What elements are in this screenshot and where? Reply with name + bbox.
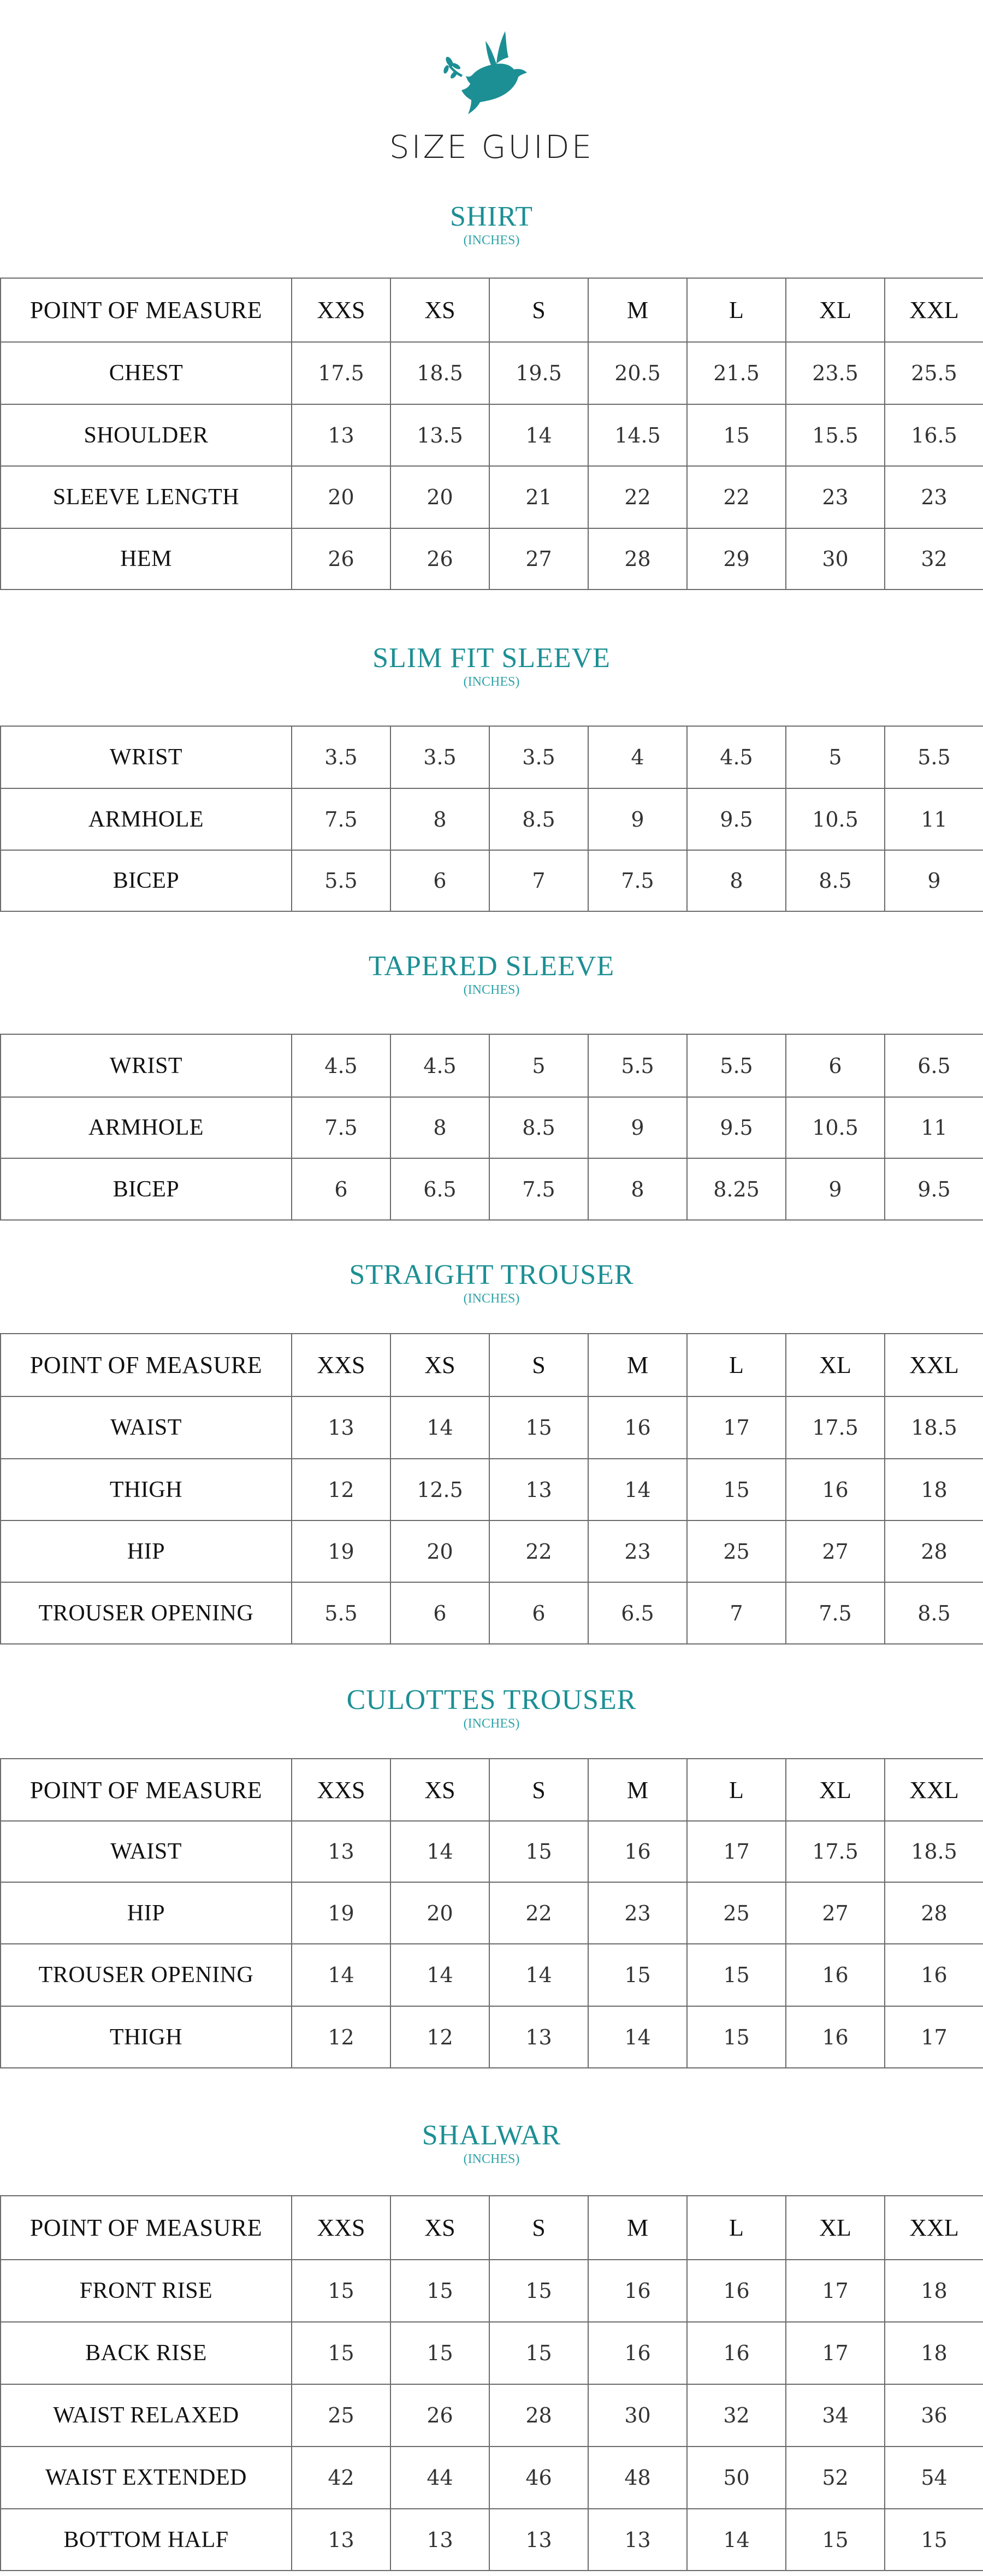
measure-value: 5.5	[885, 726, 983, 788]
table-row	[1, 1944, 983, 2006]
measure-value: 54	[885, 2447, 983, 2509]
measure-value: 19	[292, 1520, 390, 1582]
measure-value: 8.25	[687, 1158, 786, 1220]
measure-value: 16	[687, 2260, 786, 2322]
measure-label: HEM	[1, 528, 292, 590]
section-unit: (INCHES)	[463, 233, 520, 247]
measure-value: 19	[292, 1882, 390, 1944]
measure-value: 5.5	[687, 1034, 786, 1097]
measure-value: 4.5	[390, 1034, 489, 1097]
header-size-xxs: XXS	[292, 2196, 390, 2260]
table-row	[1, 2322, 983, 2384]
measure-value: 18.5	[885, 1821, 983, 1882]
measure-label: HIP	[1, 1882, 292, 1944]
measure-value: 15	[390, 2322, 489, 2384]
tapered-sleeve-heading	[0, 951, 983, 998]
header-size-l: L	[687, 2196, 786, 2260]
measure-value: 10.5	[786, 788, 885, 850]
section-unit: (INCHES)	[463, 675, 520, 689]
measure-value: 27	[786, 1882, 885, 1944]
measure-value: 8.5	[885, 1582, 983, 1644]
measure-value: 18.5	[885, 1396, 983, 1459]
measure-value: 13	[292, 1821, 390, 1882]
measure-value: 8.5	[489, 1097, 588, 1158]
header-size-s: S	[489, 2196, 588, 2260]
measure-value: 13	[588, 2509, 687, 2571]
measure-value: 9	[588, 1097, 687, 1158]
measure-value: 12.5	[390, 1459, 489, 1520]
measure-value: 16	[588, 2322, 687, 2384]
measure-value: 27	[786, 1520, 885, 1582]
measure-value: 8	[687, 850, 786, 911]
measure-value: 15	[489, 2322, 588, 2384]
measure-value: 17	[786, 2260, 885, 2322]
measure-value: 6	[786, 1034, 885, 1097]
measure-value: 16.5	[885, 404, 983, 466]
measure-value: 13	[489, 1459, 588, 1520]
measure-label: FRONT RISE	[1, 2260, 292, 2322]
measure-value: 5.5	[292, 1582, 390, 1644]
table-row	[1, 1821, 983, 1882]
measure-value: 16	[687, 2322, 786, 2384]
measure-label: BOTTOM HALF	[1, 2509, 292, 2571]
measure-value: 29	[687, 528, 786, 590]
measure-value: 20	[390, 1520, 489, 1582]
measure-value: 5	[786, 726, 885, 788]
measure-value: 14	[390, 1944, 489, 2006]
table-row	[1, 528, 983, 590]
measure-value: 17	[687, 1821, 786, 1882]
measure-value: 28	[489, 2384, 588, 2447]
measure-value: 26	[390, 528, 489, 590]
measure-value: 15	[687, 404, 786, 466]
measure-value: 8.5	[786, 850, 885, 911]
section-title: CULOTTES TROUSER	[346, 1684, 637, 1716]
measure-value: 17.5	[786, 1396, 885, 1459]
measure-value: 7.5	[588, 850, 687, 911]
measure-value: 42	[292, 2447, 390, 2509]
measure-value: 36	[885, 2384, 983, 2447]
measure-value: 26	[390, 2384, 489, 2447]
measure-value: 12	[292, 2006, 390, 2068]
measure-value: 8	[390, 788, 489, 850]
measure-value: 9	[885, 850, 983, 911]
table-row	[1, 2447, 983, 2509]
measure-value: 3.5	[489, 726, 588, 788]
table-row	[1, 1396, 983, 1459]
measure-value: 15	[292, 2260, 390, 2322]
section-title: STRAIGHT TROUSER	[349, 1259, 634, 1290]
measure-label: SHOULDER	[1, 404, 292, 466]
measure-value: 20	[390, 466, 489, 528]
page-title: SIZE GUIDE	[389, 128, 594, 166]
measure-value: 10.5	[786, 1097, 885, 1158]
measure-value: 8.5	[489, 788, 588, 850]
header-point-of-measure: POINT OF MEASURE	[1, 1759, 292, 1821]
header-size-xxs: XXS	[292, 278, 390, 342]
measure-value: 15	[786, 2509, 885, 2571]
measure-value: 14	[390, 1396, 489, 1459]
header-size-xl: XL	[786, 278, 885, 342]
measure-value: 25.5	[885, 342, 983, 404]
measure-label: WAIST RELAXED	[1, 2384, 292, 2447]
measure-value: 18	[885, 2260, 983, 2322]
measure-value: 16	[885, 1944, 983, 2006]
table-header-row	[1, 2196, 983, 2260]
header-size-m: M	[588, 1759, 687, 1821]
measure-value: 21	[489, 466, 588, 528]
measure-value: 20	[292, 466, 390, 528]
measure-value: 6.5	[390, 1158, 489, 1220]
measure-value: 15	[489, 2260, 588, 2322]
header-size-xxs: XXS	[292, 1334, 390, 1396]
measure-value: 8	[390, 1097, 489, 1158]
table-row	[1, 1520, 983, 1582]
shirt-heading	[0, 201, 983, 248]
measure-value: 20	[390, 1882, 489, 1944]
section-title: TAPERED SLEEVE	[368, 951, 615, 982]
tapered-sleeve-size-table	[0, 1034, 983, 1221]
header-size-s: S	[489, 278, 588, 342]
header-size-m: M	[588, 278, 687, 342]
header-size-xs: XS	[390, 2196, 489, 2260]
measure-value: 4	[588, 726, 687, 788]
measure-value: 17.5	[292, 342, 390, 404]
table-row	[1, 466, 983, 528]
table-row	[1, 788, 983, 850]
table-row	[1, 2509, 983, 2571]
measure-label: ARMHOLE	[1, 788, 292, 850]
section-unit: (INCHES)	[463, 983, 520, 997]
brand-header	[0, 25, 983, 166]
measure-value: 44	[390, 2447, 489, 2509]
measure-value: 14	[588, 2006, 687, 2068]
measure-value: 15	[687, 1944, 786, 2006]
measure-value: 7.5	[292, 788, 390, 850]
measure-value: 16	[786, 1944, 885, 2006]
measure-value: 3.5	[292, 726, 390, 788]
measure-value: 9	[588, 788, 687, 850]
shalwar-heading	[0, 2120, 983, 2167]
measure-value: 11	[885, 788, 983, 850]
measure-value: 5.5	[588, 1034, 687, 1097]
measure-value: 7.5	[489, 1158, 588, 1220]
measure-value: 15	[292, 2322, 390, 2384]
header-size-xxl: XXL	[885, 1759, 983, 1821]
measure-value: 9	[786, 1158, 885, 1220]
table-row	[1, 404, 983, 466]
measure-value: 15.5	[786, 404, 885, 466]
straight-trouser-heading	[0, 1259, 983, 1306]
table-row	[1, 1158, 983, 1220]
section-unit: (INCHES)	[463, 1717, 520, 1731]
measure-label: THIGH	[1, 2006, 292, 2068]
measure-value: 27	[489, 528, 588, 590]
measure-value: 21.5	[687, 342, 786, 404]
measure-value: 25	[687, 1520, 786, 1582]
measure-value: 18.5	[390, 342, 489, 404]
slim-fit-sleeve-heading	[0, 642, 983, 689]
measure-value: 5.5	[292, 850, 390, 911]
measure-label: WAIST EXTENDED	[1, 2447, 292, 2509]
measure-value: 6.5	[885, 1034, 983, 1097]
measure-value: 17	[885, 2006, 983, 2068]
header-size-xxl: XXL	[885, 2196, 983, 2260]
measure-value: 15	[885, 2509, 983, 2571]
measure-value: 11	[885, 1097, 983, 1158]
measure-value: 25	[292, 2384, 390, 2447]
measure-value: 22	[588, 466, 687, 528]
measure-value: 23	[885, 466, 983, 528]
measure-value: 16	[786, 1459, 885, 1520]
measure-value: 7	[489, 850, 588, 911]
measure-value: 9.5	[687, 1097, 786, 1158]
measure-value: 15	[687, 1459, 786, 1520]
measure-value: 6	[390, 850, 489, 911]
header-point-of-measure: POINT OF MEASURE	[1, 1334, 292, 1396]
measure-label: BACK RISE	[1, 2322, 292, 2384]
measure-value: 48	[588, 2447, 687, 2509]
measure-value: 30	[588, 2384, 687, 2447]
table-row	[1, 1034, 983, 1097]
culottes-trouser-heading	[0, 1684, 983, 1731]
measure-value: 46	[489, 2447, 588, 2509]
shirt-size-table	[0, 278, 983, 590]
measure-value: 26	[292, 528, 390, 590]
measure-value: 14	[292, 1944, 390, 2006]
table-header-row	[1, 1759, 983, 1821]
measure-value: 13	[489, 2006, 588, 2068]
measure-value: 50	[687, 2447, 786, 2509]
table-header-row	[1, 1334, 983, 1396]
table-row	[1, 342, 983, 404]
section-unit: (INCHES)	[463, 2152, 520, 2166]
table-row	[1, 2384, 983, 2447]
measure-value: 4.5	[292, 1034, 390, 1097]
measure-value: 13	[489, 2509, 588, 2571]
measure-value: 8	[588, 1158, 687, 1220]
header-size-l: L	[687, 278, 786, 342]
measure-value: 32	[885, 528, 983, 590]
measure-value: 22	[489, 1882, 588, 1944]
straight-trouser-size-table	[0, 1333, 983, 1644]
measure-value: 14	[588, 1459, 687, 1520]
header-size-xl: XL	[786, 1759, 885, 1821]
header-size-l: L	[687, 1334, 786, 1396]
measure-value: 13	[292, 404, 390, 466]
measure-value: 15	[390, 2260, 489, 2322]
measure-value: 9.5	[687, 788, 786, 850]
measure-label: THIGH	[1, 1459, 292, 1520]
table-row	[1, 1097, 983, 1158]
table-row	[1, 1882, 983, 1944]
measure-label: BICEP	[1, 1158, 292, 1220]
measure-value: 13	[292, 2509, 390, 2571]
measure-value: 15	[588, 1944, 687, 2006]
header-size-xxl: XXL	[885, 278, 983, 342]
measure-value: 14	[489, 404, 588, 466]
measure-value: 19.5	[489, 342, 588, 404]
table-row	[1, 726, 983, 788]
measure-value: 6	[489, 1582, 588, 1644]
measure-value: 13.5	[390, 404, 489, 466]
dove-with-olive-branch-icon	[440, 25, 543, 123]
measure-value: 15	[489, 1821, 588, 1882]
measure-label: BICEP	[1, 850, 292, 911]
header-size-xl: XL	[786, 2196, 885, 2260]
table-row	[1, 1582, 983, 1644]
slim-fit-sleeve-size-table	[0, 726, 983, 912]
measure-label: WRIST	[1, 726, 292, 788]
measure-value: 6	[390, 1582, 489, 1644]
shalwar-size-table	[0, 2195, 983, 2571]
measure-value: 16	[588, 1821, 687, 1882]
measure-value: 22	[687, 466, 786, 528]
measure-value: 23	[588, 1882, 687, 1944]
measure-label: WRIST	[1, 1034, 292, 1097]
measure-value: 17.5	[786, 1821, 885, 1882]
measure-value: 28	[588, 528, 687, 590]
table-row	[1, 1459, 983, 1520]
measure-value: 13	[390, 2509, 489, 2571]
measure-value: 7.5	[292, 1097, 390, 1158]
measure-label: WAIST	[1, 1396, 292, 1459]
measure-value: 18	[885, 1459, 983, 1520]
section-title: SHALWAR	[422, 2120, 561, 2151]
header-size-xl: XL	[786, 1334, 885, 1396]
measure-value: 7	[687, 1582, 786, 1644]
table-row	[1, 850, 983, 911]
measure-value: 16	[786, 2006, 885, 2068]
table-row	[1, 2260, 983, 2322]
culottes-trouser-size-table	[0, 1758, 983, 2068]
header-size-s: S	[489, 1334, 588, 1396]
table-header-row	[1, 278, 983, 342]
section-title: SHIRT	[449, 201, 534, 232]
measure-value: 20.5	[588, 342, 687, 404]
measure-value: 23	[786, 466, 885, 528]
measure-value: 6.5	[588, 1582, 687, 1644]
header-size-xs: XS	[390, 1334, 489, 1396]
header-size-m: M	[588, 2196, 687, 2260]
measure-label: TROUSER OPENING	[1, 1944, 292, 2006]
measure-value: 23	[588, 1520, 687, 1582]
measure-value: 17	[687, 1396, 786, 1459]
header-size-xs: XS	[390, 1759, 489, 1821]
section-title: SLIM FIT SLEEVE	[372, 642, 611, 674]
header-size-xxs: XXS	[292, 1759, 390, 1821]
header-size-xs: XS	[390, 278, 489, 342]
measure-value: 17	[786, 2322, 885, 2384]
header-size-m: M	[588, 1334, 687, 1396]
header-size-xxl: XXL	[885, 1334, 983, 1396]
header-point-of-measure: POINT OF MEASURE	[1, 2196, 292, 2260]
measure-value: 15	[687, 2006, 786, 2068]
measure-value: 22	[489, 1520, 588, 1582]
measure-value: 4.5	[687, 726, 786, 788]
measure-value: 14	[390, 1821, 489, 1882]
measure-label: CHEST	[1, 342, 292, 404]
section-unit: (INCHES)	[463, 1292, 520, 1306]
measure-value: 6	[292, 1158, 390, 1220]
header-point-of-measure: POINT OF MEASURE	[1, 278, 292, 342]
measure-value: 12	[292, 1459, 390, 1520]
measure-label: WAIST	[1, 1821, 292, 1882]
measure-value: 15	[489, 1396, 588, 1459]
measure-value: 18	[885, 2322, 983, 2384]
measure-value: 28	[885, 1520, 983, 1582]
measure-value: 23.5	[786, 342, 885, 404]
measure-value: 12	[390, 2006, 489, 2068]
measure-label: SLEEVE LENGTH	[1, 466, 292, 528]
measure-value: 30	[786, 528, 885, 590]
measure-value: 3.5	[390, 726, 489, 788]
measure-value: 14	[489, 1944, 588, 2006]
measure-label: TROUSER OPENING	[1, 1582, 292, 1644]
measure-value: 32	[687, 2384, 786, 2447]
measure-value: 25	[687, 1882, 786, 1944]
measure-value: 16	[588, 1396, 687, 1459]
measure-value: 9.5	[885, 1158, 983, 1220]
measure-value: 14	[687, 2509, 786, 2571]
measure-label: HIP	[1, 1520, 292, 1582]
measure-value: 34	[786, 2384, 885, 2447]
measure-label: ARMHOLE	[1, 1097, 292, 1158]
measure-value: 13	[292, 1396, 390, 1459]
measure-value: 5	[489, 1034, 588, 1097]
measure-value: 28	[885, 1882, 983, 1944]
measure-value: 52	[786, 2447, 885, 2509]
header-size-s: S	[489, 1759, 588, 1821]
measure-value: 16	[588, 2260, 687, 2322]
header-size-l: L	[687, 1759, 786, 1821]
measure-value: 14.5	[588, 404, 687, 466]
measure-value: 7.5	[786, 1582, 885, 1644]
table-row	[1, 2006, 983, 2068]
